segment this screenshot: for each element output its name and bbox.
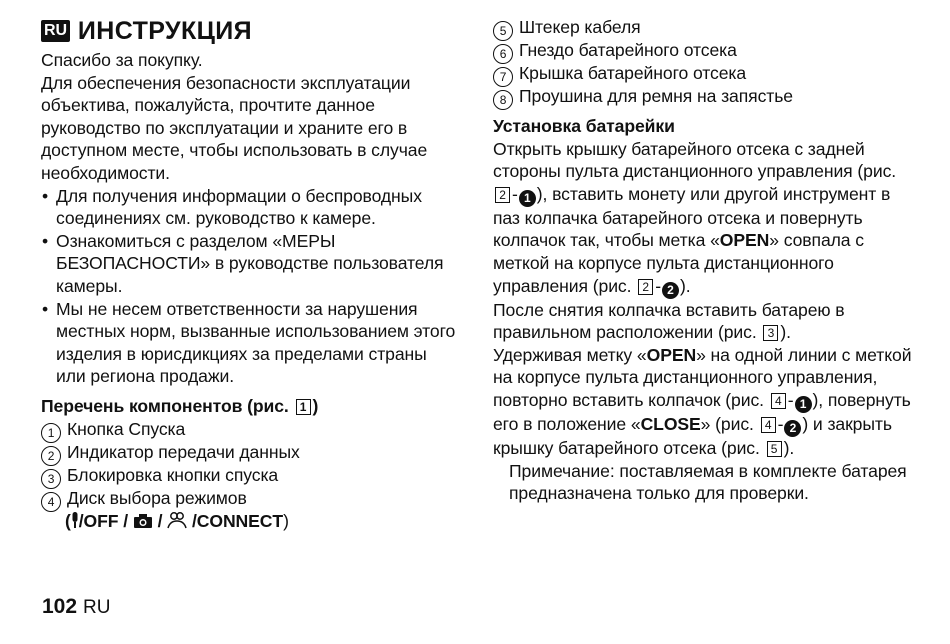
heading-suffix: ) [312,395,319,416]
mode-connect-label: /CONNECT [187,510,284,531]
figure-ref-1: 1 [296,399,311,415]
figure-ref-4: 4 [771,393,786,409]
component-item [41,418,461,441]
intro-bullets [41,185,461,388]
component-item [493,85,913,108]
component-item [41,464,461,487]
figure-ref-2: 2 [638,279,653,295]
component-label: Индикатор передачи данных [67,441,300,462]
group-icon [167,511,187,529]
paren-open: ( [65,510,71,531]
intro-paragraph: Для обеспечения безопасности эксплуатации объектива, пожалуйста, прочтите данное руководство по эксплуатации и храните его в доступном месте, чтобы использовать в случае необходимости. [41,72,428,183]
figure-ref-4: 4 [761,417,776,433]
camera-icon [133,513,153,529]
circled-number: 6 [493,44,513,64]
footer-language: RU [83,597,111,618]
page-number: 102 [42,595,78,618]
figure-ref-5: 5 [767,441,782,457]
figure-ref-3: 3 [763,325,778,341]
battery-note: Примечание: поставляемая в комплекте батарея предназначена только для проверки. [509,460,907,504]
circled-number: 5 [493,21,513,41]
mode-dial-options [41,510,461,533]
component-label: Штекер кабеля [519,17,641,37]
battery-instructions: Открыть крышку батарейного отсека с задней стороны пульта дистанционного управления (рис. 2 - 1 ), вставить монету или другой инструмент в паз колпачка батарейного отсека и повернуть колпачок так, чтобы метка «OPEN» совпала с меткой на корпусе пульта дистанционного управления (рис. 2 - 2 ). После снятия колпачка вставить батарею в правильном расположении (рис. 3 ). Удерживая метку «OPEN» на одной линии с меткой на корпусе пульта дистанционного управления, повторно вставить колпачок (рис. 4 - 1 ), повернуть его в положение «CLOSE» (рис. 4 - 2 ) и закрыть крышку батарейного отсека (рис. 5 ). [493,138,912,458]
step-marker-1: 1 [519,190,536,207]
page-footer [42,595,111,619]
mode-separator: / [152,510,163,531]
page-title [41,14,461,48]
circled-number: 2 [41,446,61,466]
component-item [493,62,913,85]
component-label: Диск выбора режимов [67,487,247,508]
circled-number: 7 [493,67,513,87]
step-marker-1: 1 [795,396,812,413]
component-item [493,16,913,39]
component-label: Блокировка кнопки спуска [67,464,279,485]
component-item [41,487,461,510]
components-list [41,418,461,510]
open-mark: OPEN [646,344,697,365]
figure-ref-2: 2 [495,187,510,203]
mode-off-label: /OFF / [78,510,129,531]
components-list-continued [493,16,913,108]
circled-number: 8 [493,90,513,110]
component-item [41,441,461,464]
microphone-icon [71,511,79,529]
component-label: Крышка батарейного отсека [519,63,747,83]
circled-number: 4 [41,492,61,512]
thanks-text: Спасибо за покупку. [41,50,203,70]
bullet-item: • Ознакомиться с разделом «МЕРЫ БЕЗОПАСНОСТИ» в руководстве пользователя камеры. [41,230,461,298]
component-label: Проушина для ремня на запястье [519,86,793,106]
right-column [493,0,913,505]
heading-prefix: Перечень компонентов (рис. [41,395,289,416]
components-heading [41,395,461,418]
step-marker-2: 2 [662,282,679,299]
left-column [41,0,461,532]
bullet-item: • Для получения информации о беспроводных соединениях см. руководство к камере. [41,185,461,230]
component-label: Гнездо батарейного отсека [519,40,737,60]
paren-close: ) [283,510,289,531]
component-item [493,39,913,62]
circled-number: 1 [41,423,61,443]
battery-heading: Установка батарейки [493,116,675,136]
close-mark: CLOSE [640,413,701,434]
step-marker-2: 2 [784,420,801,437]
circled-number: 3 [41,469,61,489]
bullet-item: • Мы не несем ответственности за нарушения местных норм, вызванные использованием этого изделия в юрисдикциях за пределами страны или региона продажи. [41,298,461,388]
component-label: Кнопка Спуска [67,418,186,439]
title-text: ИНСТРУКЦИЯ [77,16,253,45]
open-mark: OPEN [719,230,770,251]
language-badge: RU [41,20,70,42]
